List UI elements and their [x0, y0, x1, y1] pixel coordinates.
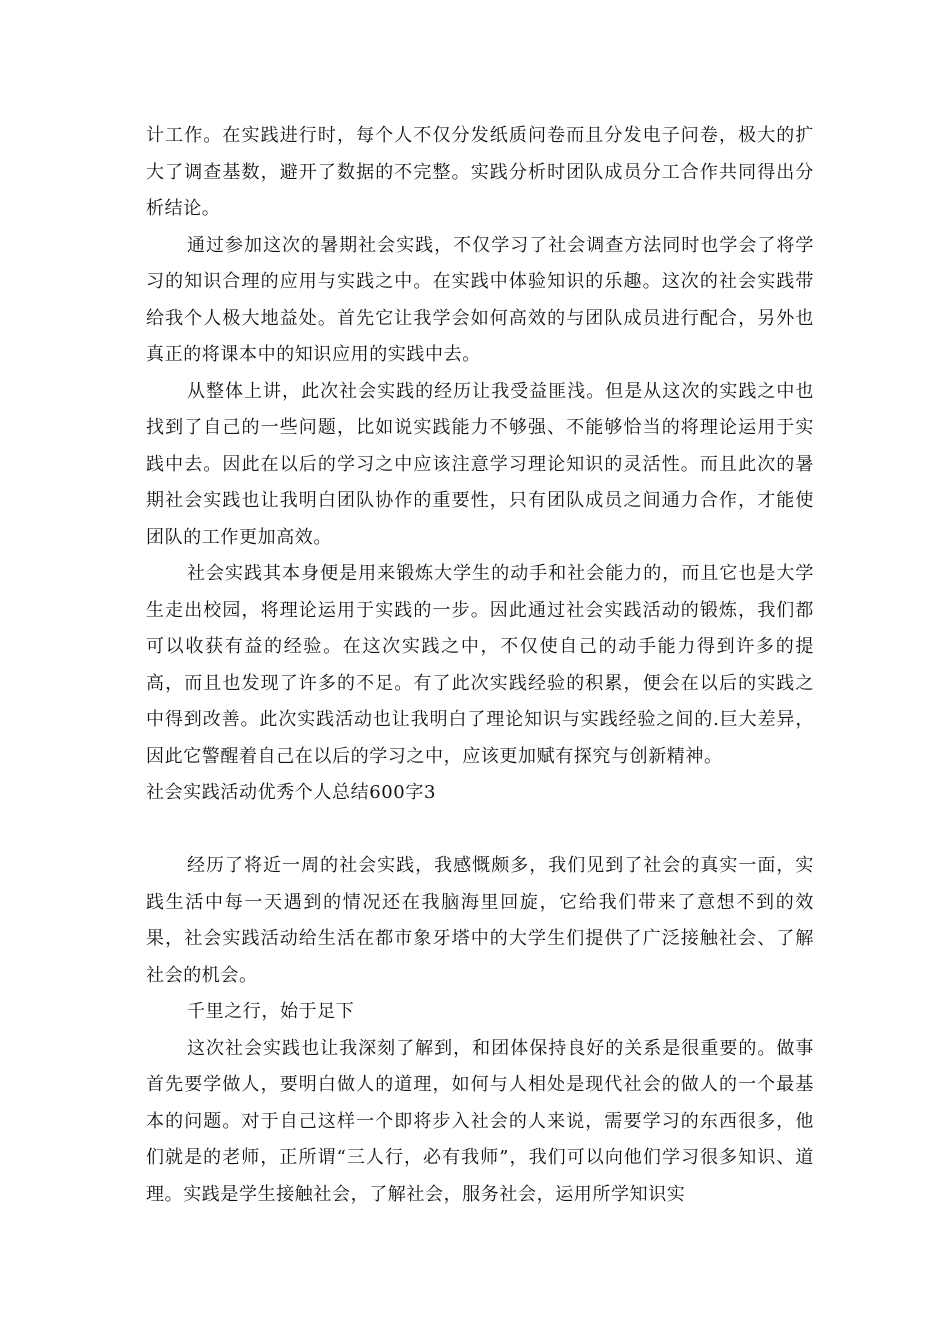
paragraph-7: 这次社会实践也让我深刻了解到，和团体保持良好的关系是很重要的。做事首先要学做人，要明白做人的道理，如何与人相处是现代社会的做人的一个最基本的问题。对于自己这样一个即将步入社会的人来说，需要学习的东西很多，他们就是的老师，正所谓“三人行，必有我师”，我们可以向他们学习很多知识、道理。实践是学生接触社会，了解社会，服务社会，运用所学知识实	[146, 1037, 814, 1205]
document-body	[146, 118, 814, 1213]
paragraph-5: 经历了将近一周的社会实践，我感慨颇多，我们见到了社会的真实一面，实践生活中每一天遇到的情况还在我脑海里回旋，它给我们带来了意想不到的效果，社会实践活动给生活在都市象牙塔中的大学生们提供了广泛接触社会、了解社会的机会。	[146, 855, 814, 986]
paragraph-4: 社会实践其本身便是用来锻炼大学生的动手和社会能力的，而且它也是大学生走出校园，将理论运用于实践的一步。因此通过社会实践活动的锻炼，我们都可以收获有益的经验。在这次实践之中，不仅使自己的动手能力得到许多的提高，而且也发现了许多的不足。有了此次实践经验的积累，便会在以后的实践之中得到改善。此次实践活动也让我明白了理论知识与实践经验之间的.巨大差异，因此它警醒着自己在以后的学习之中，应该更加赋有探究与创新精神。	[146, 563, 814, 767]
paragraph-2: 通过参加这次的暑期社会实践，不仅学习了社会调查方法同时也学会了将学习的知识合理的应用与实践之中。在实践中体验知识的乐趣。这次的社会实践带给我个人极大地益处。首先它让我学会如何高效的与团队成员进行配合，另外也真正的将课本中的知识应用的实践中去。	[146, 234, 814, 365]
blank-line	[146, 812, 814, 849]
paragraph-6: 千里之行，始于足下	[187, 1001, 355, 1022]
paragraph-1: 计工作。在实践进行时，每个人不仅分发纸质问卷而且分发电子问卷，极大的扩大了调查基数，避开了数据的不完整。实践分析时团队成员分工合作共同得出分析结论。	[146, 125, 814, 219]
paragraph-3: 从整体上讲，此次社会实践的经历让我受益匪浅。但是从这次的实践之中也找到了自己的一些问题，比如说实践能力不够强、不能够恰当的将理论运用于实践中去。因此在以后的学习之中应该注意学习理论知识的灵活性。而且此次的暑期社会实践也让我明白团队协作的重要性，只有团队成员之间通力合作，才能使团队的工作更加高效。	[146, 380, 814, 548]
section-heading: 社会实践活动优秀个人总结600字3	[146, 782, 437, 803]
